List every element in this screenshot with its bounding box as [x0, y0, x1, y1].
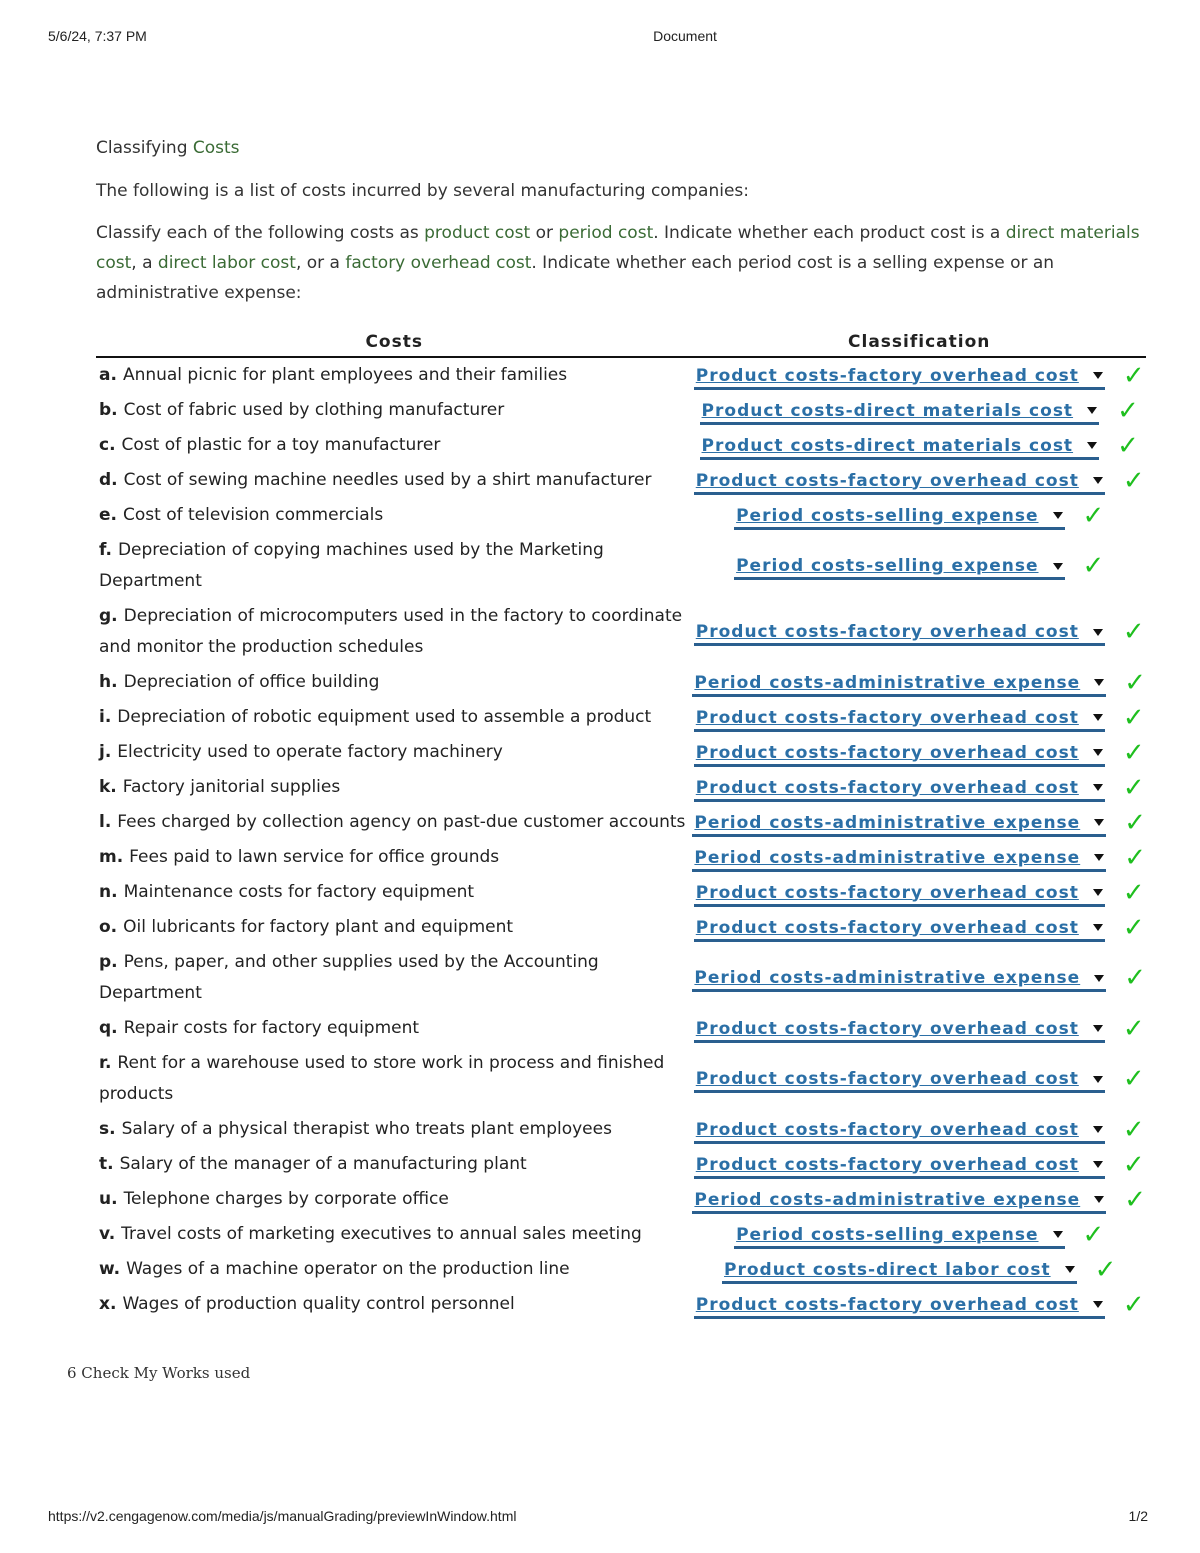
- classification-value: Product costs-factory overhead cost: [695, 365, 1079, 386]
- cost-text: Oil lubricants for factory plant and equipment: [123, 917, 514, 937]
- cost-text: Cost of sewing machine needles used by a shirt manufacturer: [123, 470, 652, 490]
- row-letter: q.: [99, 1018, 118, 1038]
- cost-text: Cost of television commercials: [123, 505, 384, 525]
- row-letter: u.: [99, 1189, 118, 1209]
- table-row: [96, 910, 1146, 945]
- classification-select[interactable]: [734, 1225, 1064, 1249]
- cost-description: [96, 875, 692, 910]
- classification-cell: [692, 533, 1146, 599]
- chevron-down-icon: [1093, 1126, 1103, 1133]
- chevron-down-icon: [1093, 1025, 1103, 1032]
- cost-description: [96, 910, 692, 945]
- classification-select[interactable]: [694, 1069, 1105, 1093]
- classification-cell: [692, 1046, 1146, 1112]
- checkmark-icon: ✓: [1094, 1254, 1117, 1285]
- classification-cell: [692, 700, 1146, 735]
- checkmark-icon: ✓: [1124, 842, 1146, 873]
- chevron-down-icon: [1093, 714, 1103, 721]
- row-letter: s.: [99, 1119, 116, 1139]
- cost-description: [96, 1046, 692, 1112]
- cost-text: Depreciation of robotic equipment used to assemble a product: [117, 707, 652, 727]
- classification-select[interactable]: [692, 848, 1106, 872]
- instr-text: , a: [131, 253, 158, 273]
- row-letter: o.: [99, 917, 118, 937]
- chevron-down-icon: [1094, 679, 1104, 686]
- classification-value: Product costs-factory overhead cost: [695, 470, 1079, 491]
- classification-value: Product costs-direct materials cost: [701, 400, 1074, 421]
- row-letter: b.: [99, 400, 118, 420]
- classification-value: Product costs-factory overhead cost: [695, 777, 1079, 798]
- classification-cell: [692, 840, 1146, 875]
- classification-value: Product costs-factory overhead cost: [695, 1294, 1079, 1315]
- row-letter: m.: [99, 847, 124, 867]
- chevron-down-icon: [1093, 477, 1103, 484]
- classification-cell: [692, 357, 1146, 393]
- intro-text: The following is a list of costs incurred by several manufacturing companies:: [96, 181, 750, 201]
- print-page-number: 1/2: [1128, 1508, 1148, 1524]
- cost-description: [96, 533, 692, 599]
- cost-description: [96, 1112, 692, 1147]
- table-row: [96, 357, 1146, 393]
- cost-description: [96, 805, 692, 840]
- classification-select[interactable]: [700, 401, 1100, 425]
- table-row: [96, 770, 1146, 805]
- cost-text: Depreciation of microcomputers used in the factory to coordinate and monitor the production schedules: [99, 606, 683, 657]
- classification-value: Product costs-factory overhead cost: [695, 742, 1079, 763]
- header-costs: Costs: [96, 330, 692, 357]
- classification-select[interactable]: [694, 1120, 1105, 1144]
- classification-cell: [692, 1112, 1146, 1147]
- classification-select[interactable]: [694, 883, 1105, 907]
- row-letter: r.: [99, 1053, 112, 1073]
- cost-text: Fees charged by collection agency on past-due customer accounts: [117, 812, 686, 832]
- cost-text: Salary of a physical therapist who treats plant employees: [121, 1119, 612, 1139]
- chevron-down-icon: [1093, 784, 1103, 791]
- checkmark-icon: ✓: [1122, 617, 1145, 647]
- table-row: [96, 700, 1146, 735]
- table-row: [96, 945, 1146, 1011]
- cost-text: Annual picnic for plant employees and their families: [122, 365, 568, 385]
- print-document-title: Document: [653, 28, 717, 44]
- cost-text: Pens, paper, and other supplies used by the Accounting Department: [99, 952, 599, 1003]
- classification-select[interactable]: [692, 1190, 1106, 1214]
- checkmark-icon: ✓: [1122, 1149, 1145, 1180]
- checkmark-icon: ✓: [1122, 1064, 1145, 1094]
- classification-select[interactable]: [692, 968, 1106, 992]
- chevron-down-icon: [1065, 1266, 1075, 1273]
- classification-cell: [692, 1287, 1146, 1322]
- row-letter: v.: [99, 1224, 116, 1244]
- term-direct-materials-cost: direct materials cost: [96, 223, 1140, 273]
- classification-cell: [692, 498, 1146, 533]
- classification-select[interactable]: [734, 506, 1064, 530]
- row-letter: k.: [99, 777, 117, 797]
- cost-description: [96, 1147, 692, 1182]
- table-row: [96, 665, 1146, 700]
- cost-description: [96, 1287, 692, 1322]
- classification-value: Product costs-factory overhead cost: [695, 1069, 1079, 1089]
- classification-cell: [692, 735, 1146, 770]
- instr-text: Classify each of the following costs as: [96, 223, 425, 243]
- classification-select[interactable]: [694, 1155, 1105, 1179]
- checkmark-icon: ✓: [1122, 912, 1145, 943]
- cost-description: [96, 357, 692, 393]
- classification-cell: [692, 665, 1146, 700]
- classification-cell: [692, 805, 1146, 840]
- classification-select[interactable]: [694, 918, 1105, 942]
- table-row: [96, 599, 1146, 665]
- checkmark-icon: ✓: [1122, 1289, 1145, 1320]
- row-letter: c.: [99, 435, 116, 455]
- cost-text: Travel costs of marketing executives to annual sales meeting: [121, 1224, 642, 1244]
- cost-description: [96, 463, 692, 498]
- row-letter: n.: [99, 882, 118, 902]
- row-letter: l.: [99, 812, 112, 832]
- row-letter: f.: [99, 540, 112, 560]
- row-letter: p.: [99, 952, 118, 972]
- classification-select[interactable]: [694, 366, 1105, 390]
- table-row: [96, 428, 1146, 463]
- cost-text: Telephone charges by corporate office: [123, 1189, 449, 1209]
- table-row: [96, 463, 1146, 498]
- cost-text: Cost of fabric used by clothing manufacturer: [123, 400, 505, 420]
- checkmark-icon: ✓: [1122, 360, 1145, 391]
- cost-text: Fees paid to lawn service for office grounds: [129, 847, 500, 867]
- term-factory-overhead-cost: factory overhead cost: [345, 253, 532, 273]
- term-direct-labor-cost: direct labor cost: [157, 253, 296, 273]
- cost-description: [96, 735, 692, 770]
- chevron-down-icon: [1093, 889, 1103, 896]
- header-classification: Classification: [692, 330, 1146, 357]
- classification-value: Product costs-factory overhead cost: [695, 1119, 1079, 1140]
- cost-text: Maintenance costs for factory equipment: [123, 882, 475, 902]
- cost-description: [96, 1217, 692, 1252]
- classification-select[interactable]: [694, 1295, 1105, 1319]
- table-row: [96, 735, 1146, 770]
- classification-value: Period costs-selling expense: [736, 1224, 1039, 1245]
- classification-value: Period costs-administrative expense: [694, 672, 1081, 693]
- chevron-down-icon: [1087, 442, 1097, 449]
- classification-select[interactable]: [694, 471, 1105, 495]
- problem-title: [96, 138, 1146, 158]
- cost-description: [96, 599, 692, 665]
- chevron-down-icon: [1093, 629, 1103, 636]
- instr-text: . Indicate whether each period cost is a selling expense or an administrative expense:: [96, 253, 1055, 303]
- checkmark-icon: ✓: [1122, 737, 1145, 768]
- print-url: https://v2.cengagenow.com/media/js/manualGrading/previewInWindow.html: [48, 1508, 517, 1524]
- table-header-row: [96, 330, 1146, 357]
- table-row: [96, 1046, 1146, 1112]
- check-my-work-count: 6 Check My Works used: [67, 1364, 251, 1382]
- classification-value: Period costs-administrative expense: [694, 1189, 1081, 1210]
- row-letter: t.: [99, 1154, 114, 1174]
- instr-text: or: [530, 223, 559, 243]
- checkmark-icon: ✓: [1122, 877, 1145, 908]
- chevron-down-icon: [1094, 854, 1104, 861]
- checkmark-icon: ✓: [1117, 430, 1139, 461]
- row-letter: a.: [99, 365, 117, 385]
- classification-select[interactable]: [700, 436, 1100, 460]
- checkmark-icon: ✓: [1082, 1219, 1105, 1250]
- table-row: [96, 840, 1146, 875]
- costs-table: [96, 330, 1146, 1322]
- classification-cell: [692, 1217, 1146, 1252]
- row-letter: w.: [99, 1259, 121, 1279]
- checkmark-icon: ✓: [1117, 395, 1139, 426]
- classification-value: Product costs-factory overhead cost: [695, 1154, 1079, 1175]
- cost-text: Electricity used to operate factory machinery: [117, 742, 503, 762]
- classification-value: Product costs-direct labor cost: [724, 1259, 1051, 1280]
- checkmark-icon: ✓: [1122, 1013, 1145, 1044]
- problem-content: [96, 138, 1146, 308]
- row-letter: d.: [99, 470, 118, 490]
- row-letter: e.: [99, 505, 117, 525]
- checkmark-icon: ✓: [1082, 500, 1105, 531]
- checkmark-icon: ✓: [1122, 465, 1145, 496]
- chevron-down-icon: [1053, 1231, 1063, 1238]
- classification-cell: [692, 1147, 1146, 1182]
- cost-description: [96, 1011, 692, 1046]
- classification-value: Period costs-administrative expense: [694, 812, 1081, 833]
- classification-cell: [692, 770, 1146, 805]
- table-row: [96, 805, 1146, 840]
- cost-description: [96, 945, 692, 1011]
- title-prefix: Classifying: [96, 138, 193, 158]
- classification-value: Period costs-selling expense: [736, 505, 1039, 526]
- cost-description: [96, 700, 692, 735]
- table-row: [96, 1217, 1146, 1252]
- classification-value: Period costs-selling expense: [736, 556, 1039, 576]
- checkmark-icon: ✓: [1122, 702, 1145, 733]
- checkmark-icon: ✓: [1124, 963, 1146, 993]
- cost-description: [96, 393, 692, 428]
- table-row: [96, 1252, 1146, 1287]
- cost-description: [96, 428, 692, 463]
- chevron-down-icon: [1093, 924, 1103, 931]
- classification-value: Product costs-factory overhead cost: [695, 882, 1079, 903]
- table-row: [96, 875, 1146, 910]
- classification-value: Product costs-factory overhead cost: [695, 917, 1079, 938]
- checkmark-icon: ✓: [1082, 551, 1105, 581]
- instr-text: , or a: [295, 253, 346, 273]
- chevron-down-icon: [1053, 563, 1063, 570]
- chevron-down-icon: [1053, 512, 1063, 519]
- cost-text: Repair costs for factory equipment: [123, 1018, 420, 1038]
- cost-text: Wages of production quality control personnel: [122, 1294, 515, 1314]
- table-row: [96, 498, 1146, 533]
- cost-description: [96, 665, 692, 700]
- row-letter: h.: [99, 672, 118, 692]
- classification-cell: [692, 428, 1146, 463]
- table-row: [96, 533, 1146, 599]
- cost-description: [96, 1182, 692, 1217]
- classification-cell: [692, 875, 1146, 910]
- row-letter: x.: [99, 1294, 117, 1314]
- chevron-down-icon: [1094, 819, 1104, 826]
- table-row: [96, 1011, 1146, 1046]
- classification-cell: [692, 945, 1146, 1011]
- cost-text: Wages of a machine operator on the production line: [126, 1259, 570, 1279]
- classification-select[interactable]: [722, 1260, 1077, 1284]
- classification-cell: [692, 463, 1146, 498]
- classification-value: Period costs-administrative expense: [694, 968, 1081, 988]
- classification-select[interactable]: [694, 622, 1105, 646]
- chevron-down-icon: [1094, 975, 1104, 982]
- classification-value: Product costs-factory overhead cost: [695, 707, 1079, 728]
- chevron-down-icon: [1093, 372, 1103, 379]
- chevron-down-icon: [1093, 1161, 1103, 1168]
- classification-value: Product costs-factory overhead cost: [695, 1018, 1079, 1039]
- chevron-down-icon: [1093, 1301, 1103, 1308]
- classification-select[interactable]: [734, 556, 1064, 580]
- cost-description: [96, 770, 692, 805]
- print-datetime: 5/6/24, 7:37 PM: [48, 28, 147, 44]
- table-row: [96, 1147, 1146, 1182]
- row-letter: g.: [99, 606, 118, 626]
- table-row: [96, 1112, 1146, 1147]
- checkmark-icon: ✓: [1124, 1184, 1146, 1215]
- cost-text: Rent for a warehouse used to store work in process and finished products: [99, 1053, 665, 1104]
- classification-cell: [692, 1182, 1146, 1217]
- classification-select[interactable]: [694, 708, 1105, 732]
- classification-select[interactable]: [692, 673, 1106, 697]
- row-letter: j.: [99, 742, 112, 762]
- cost-description: [96, 840, 692, 875]
- term-product-cost: product cost: [424, 223, 531, 243]
- classification-cell: [692, 910, 1146, 945]
- chevron-down-icon: [1094, 1196, 1104, 1203]
- classification-value: Period costs-administrative expense: [694, 847, 1081, 868]
- chevron-down-icon: [1093, 749, 1103, 756]
- instr-text: . Indicate whether each product cost is a: [653, 223, 1006, 243]
- classification-select[interactable]: [692, 813, 1106, 837]
- cost-text: Cost of plastic for a toy manufacturer: [121, 435, 441, 455]
- table-row: [96, 393, 1146, 428]
- classification-cell: [692, 393, 1146, 428]
- classification-value: Product costs-factory overhead cost: [695, 622, 1079, 642]
- classification-cell: [692, 599, 1146, 665]
- table-row: [96, 1287, 1146, 1322]
- row-letter: i.: [99, 707, 112, 727]
- cost-description: [96, 1252, 692, 1287]
- classification-select[interactable]: [694, 743, 1105, 767]
- cost-text: Factory janitorial supplies: [122, 777, 341, 797]
- checkmark-icon: ✓: [1124, 807, 1146, 838]
- checkmark-icon: ✓: [1122, 772, 1145, 803]
- instructions: [96, 218, 1146, 308]
- cost-description: [96, 498, 692, 533]
- classification-value: Product costs-direct materials cost: [701, 435, 1074, 456]
- classification-cell: [692, 1252, 1146, 1287]
- checkmark-icon: ✓: [1124, 667, 1146, 698]
- classification-cell: [692, 1011, 1146, 1046]
- chevron-down-icon: [1093, 1076, 1103, 1083]
- term-period-cost: period cost: [558, 223, 654, 243]
- chevron-down-icon: [1087, 407, 1097, 414]
- cost-text: Depreciation of copying machines used by the Marketing Department: [99, 540, 604, 591]
- classification-select[interactable]: [694, 778, 1105, 802]
- table-row: [96, 1182, 1146, 1217]
- classification-select[interactable]: [694, 1019, 1105, 1043]
- cost-text: Salary of the manager of a manufacturing plant: [119, 1154, 527, 1174]
- title-highlight: Costs: [192, 138, 240, 158]
- checkmark-icon: ✓: [1122, 1114, 1145, 1145]
- cost-text: Depreciation of office building: [123, 672, 380, 692]
